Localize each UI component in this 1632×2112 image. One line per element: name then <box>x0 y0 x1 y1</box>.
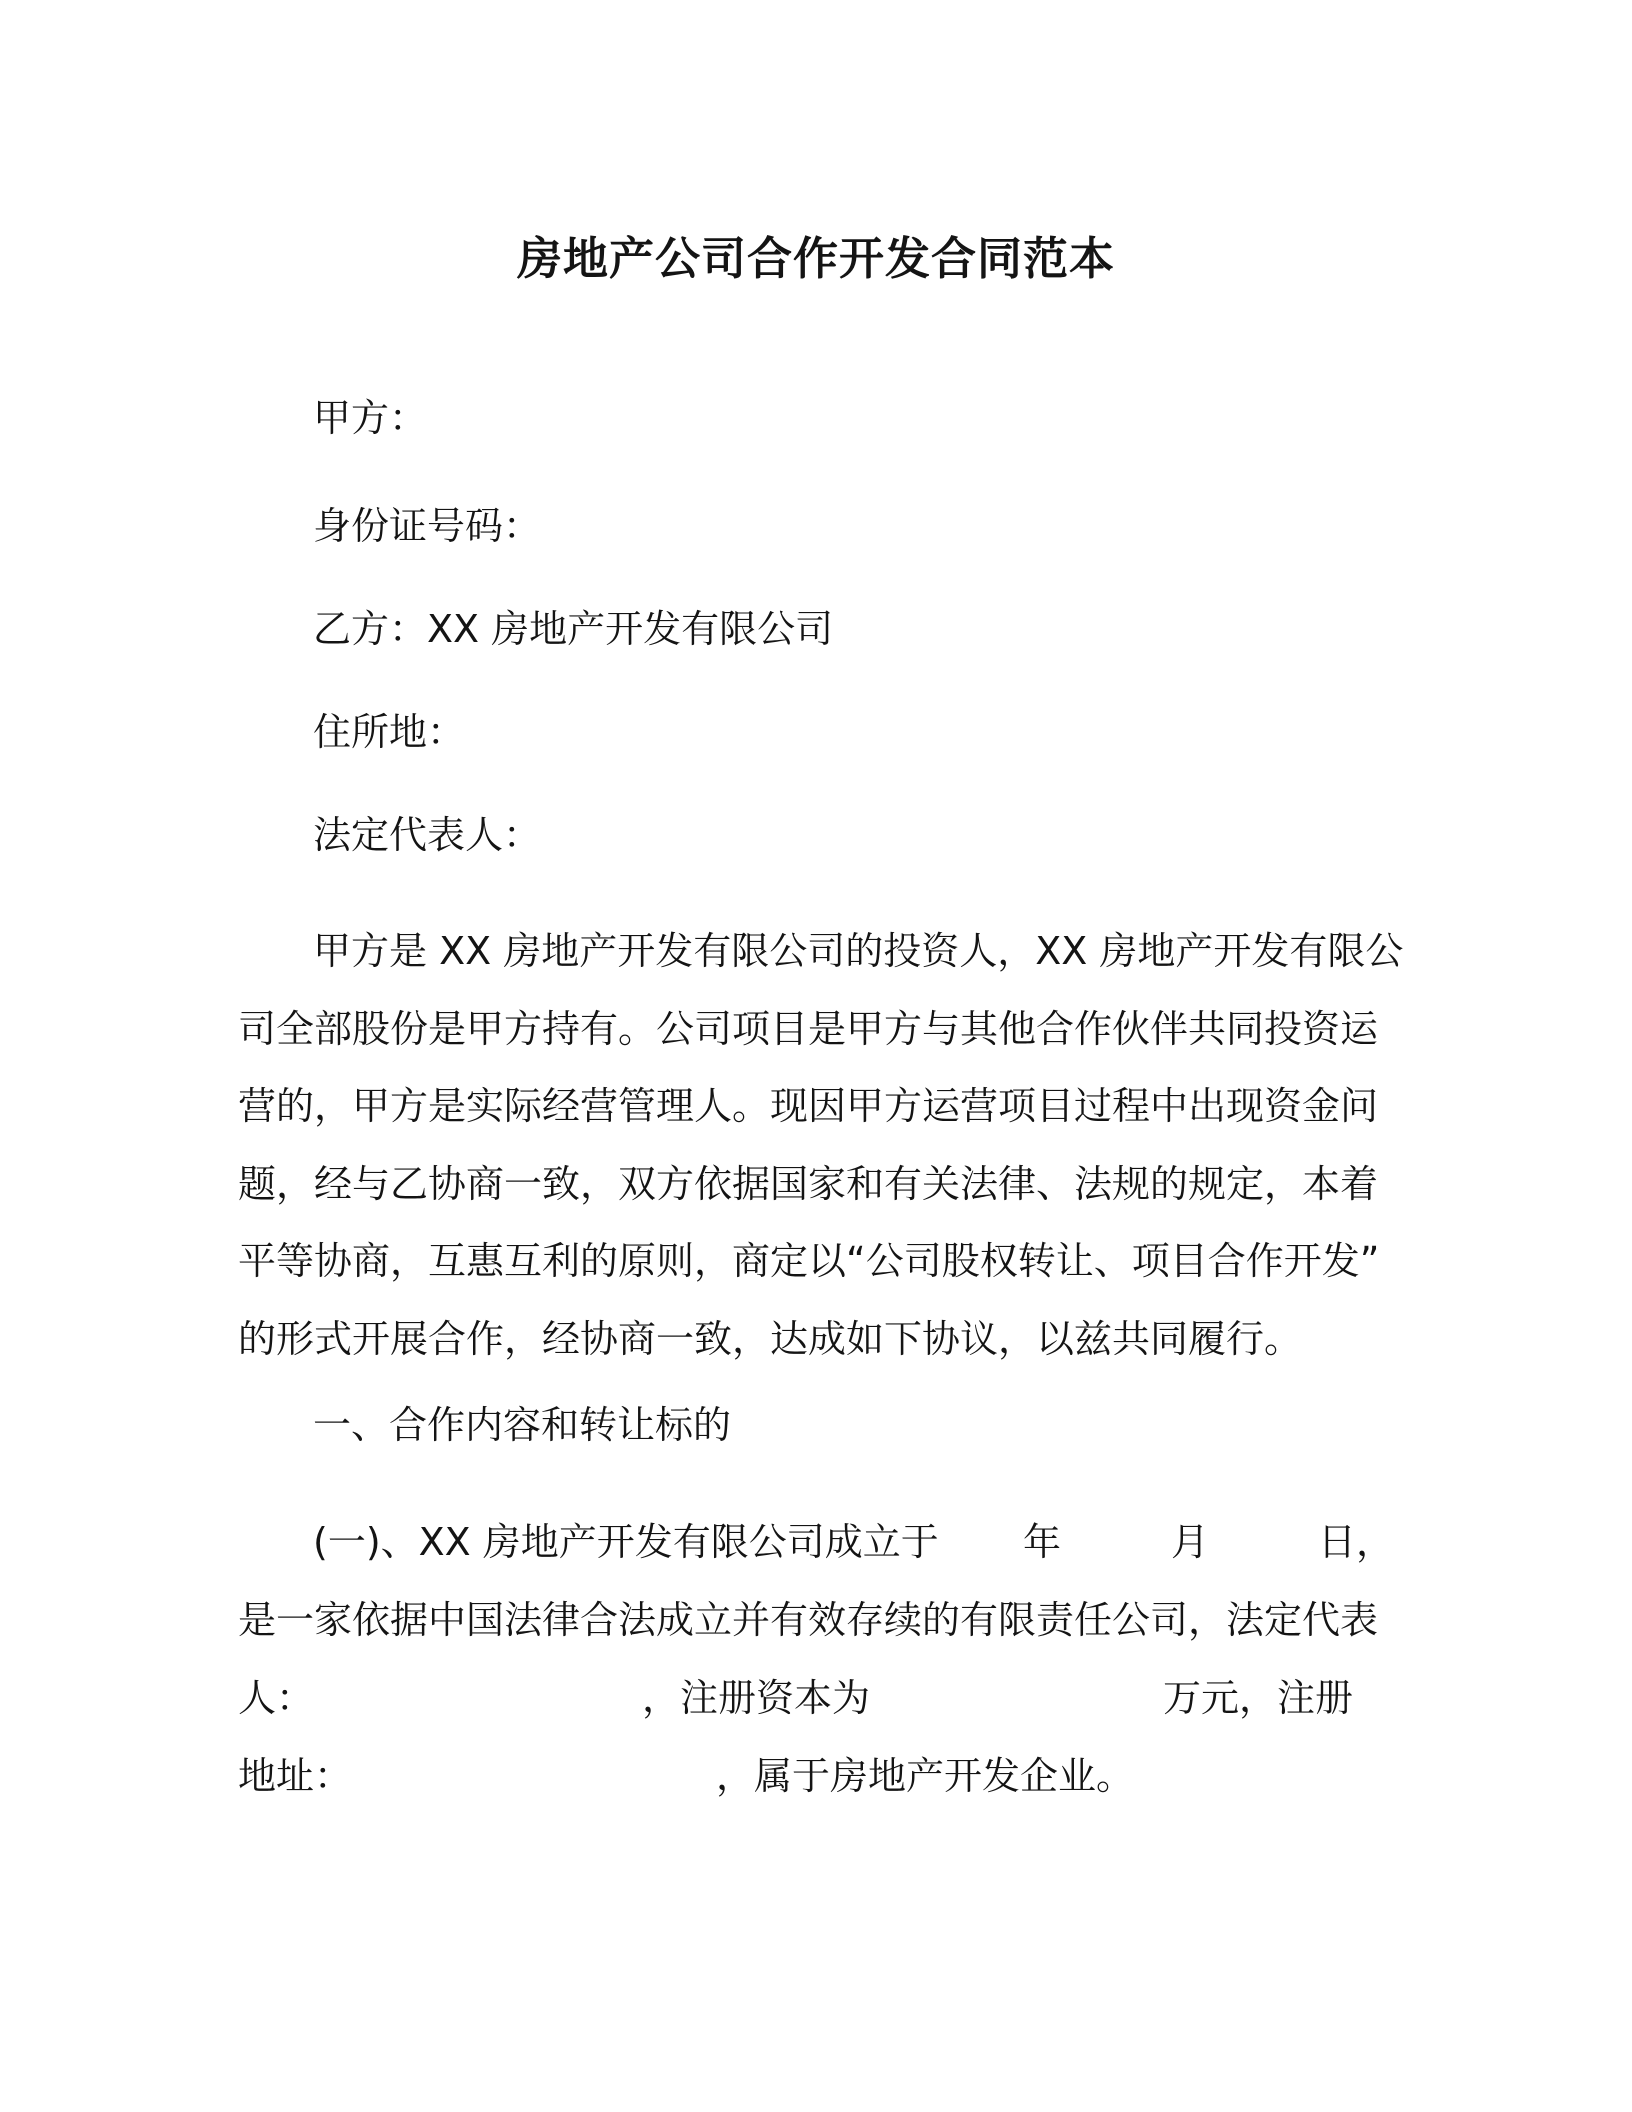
legal-rep-label: 法定代表人： <box>313 813 542 857</box>
intro-paragraph <box>238 913 1404 1378</box>
intro-line: 的形式开展合作，经协商一致，达成如下协议，以兹共同履行。 <box>238 1316 1303 1361</box>
id-number-label: 身份证号码： <box>313 504 542 548</box>
intro-line: 甲方是 XX 房地产开发有限公司的投资人，XX 房地产开发有限公 <box>313 929 1404 973</box>
clause-1-line2: 是一家依据中国法律合法成立并有效存续的有限责任公司，法定代表 <box>238 1598 1379 1642</box>
intro-line: 司全部股份是甲方持有。公司项目是甲方与其他合作伙伴共同投资运 <box>238 1006 1379 1051</box>
intro-line: 营的，甲方是实际经营管理人。现因甲方运营项目过程中出现资金问 <box>238 1084 1379 1128</box>
section-heading: 一、合作内容和转让标的 <box>313 1403 732 1447</box>
clause-1-capital: ，注册资本为 <box>642 1676 871 1720</box>
party-a-label: 甲方： <box>313 396 428 440</box>
clause-1-type: ，属于房地产开发企业。 <box>716 1754 1135 1798</box>
clause-1-legal-rep: 人： <box>238 1676 315 1720</box>
intro-line: 平等协商，互惠互利的原则，商定以“公司股权转让、项目合作开发” <box>238 1239 1380 1283</box>
clause-1 <box>238 1503 1395 1815</box>
party-b-label: 乙方：XX 房地产开发有限公司 <box>313 607 834 651</box>
clause-1-capital-unit: 万元，注册 <box>1163 1676 1354 1720</box>
clause-1-address: 地址： <box>238 1754 353 1798</box>
clause-1-year: 年 <box>1023 1520 1062 1564</box>
clause-1-lead: (一)、XX 房地产开发有限公司成立于 <box>313 1520 939 1564</box>
address-label: 住所地： <box>313 710 466 754</box>
intro-line: 题，经与乙协商一致，双方依据国家和有关法律、法规的规定，本着 <box>238 1161 1379 1206</box>
clause-1-month: 月 <box>1171 1520 1210 1564</box>
clause-1-day: 日， <box>1318 1520 1395 1564</box>
document-title: 房地产公司合作开发合同范本 <box>516 232 1115 285</box>
